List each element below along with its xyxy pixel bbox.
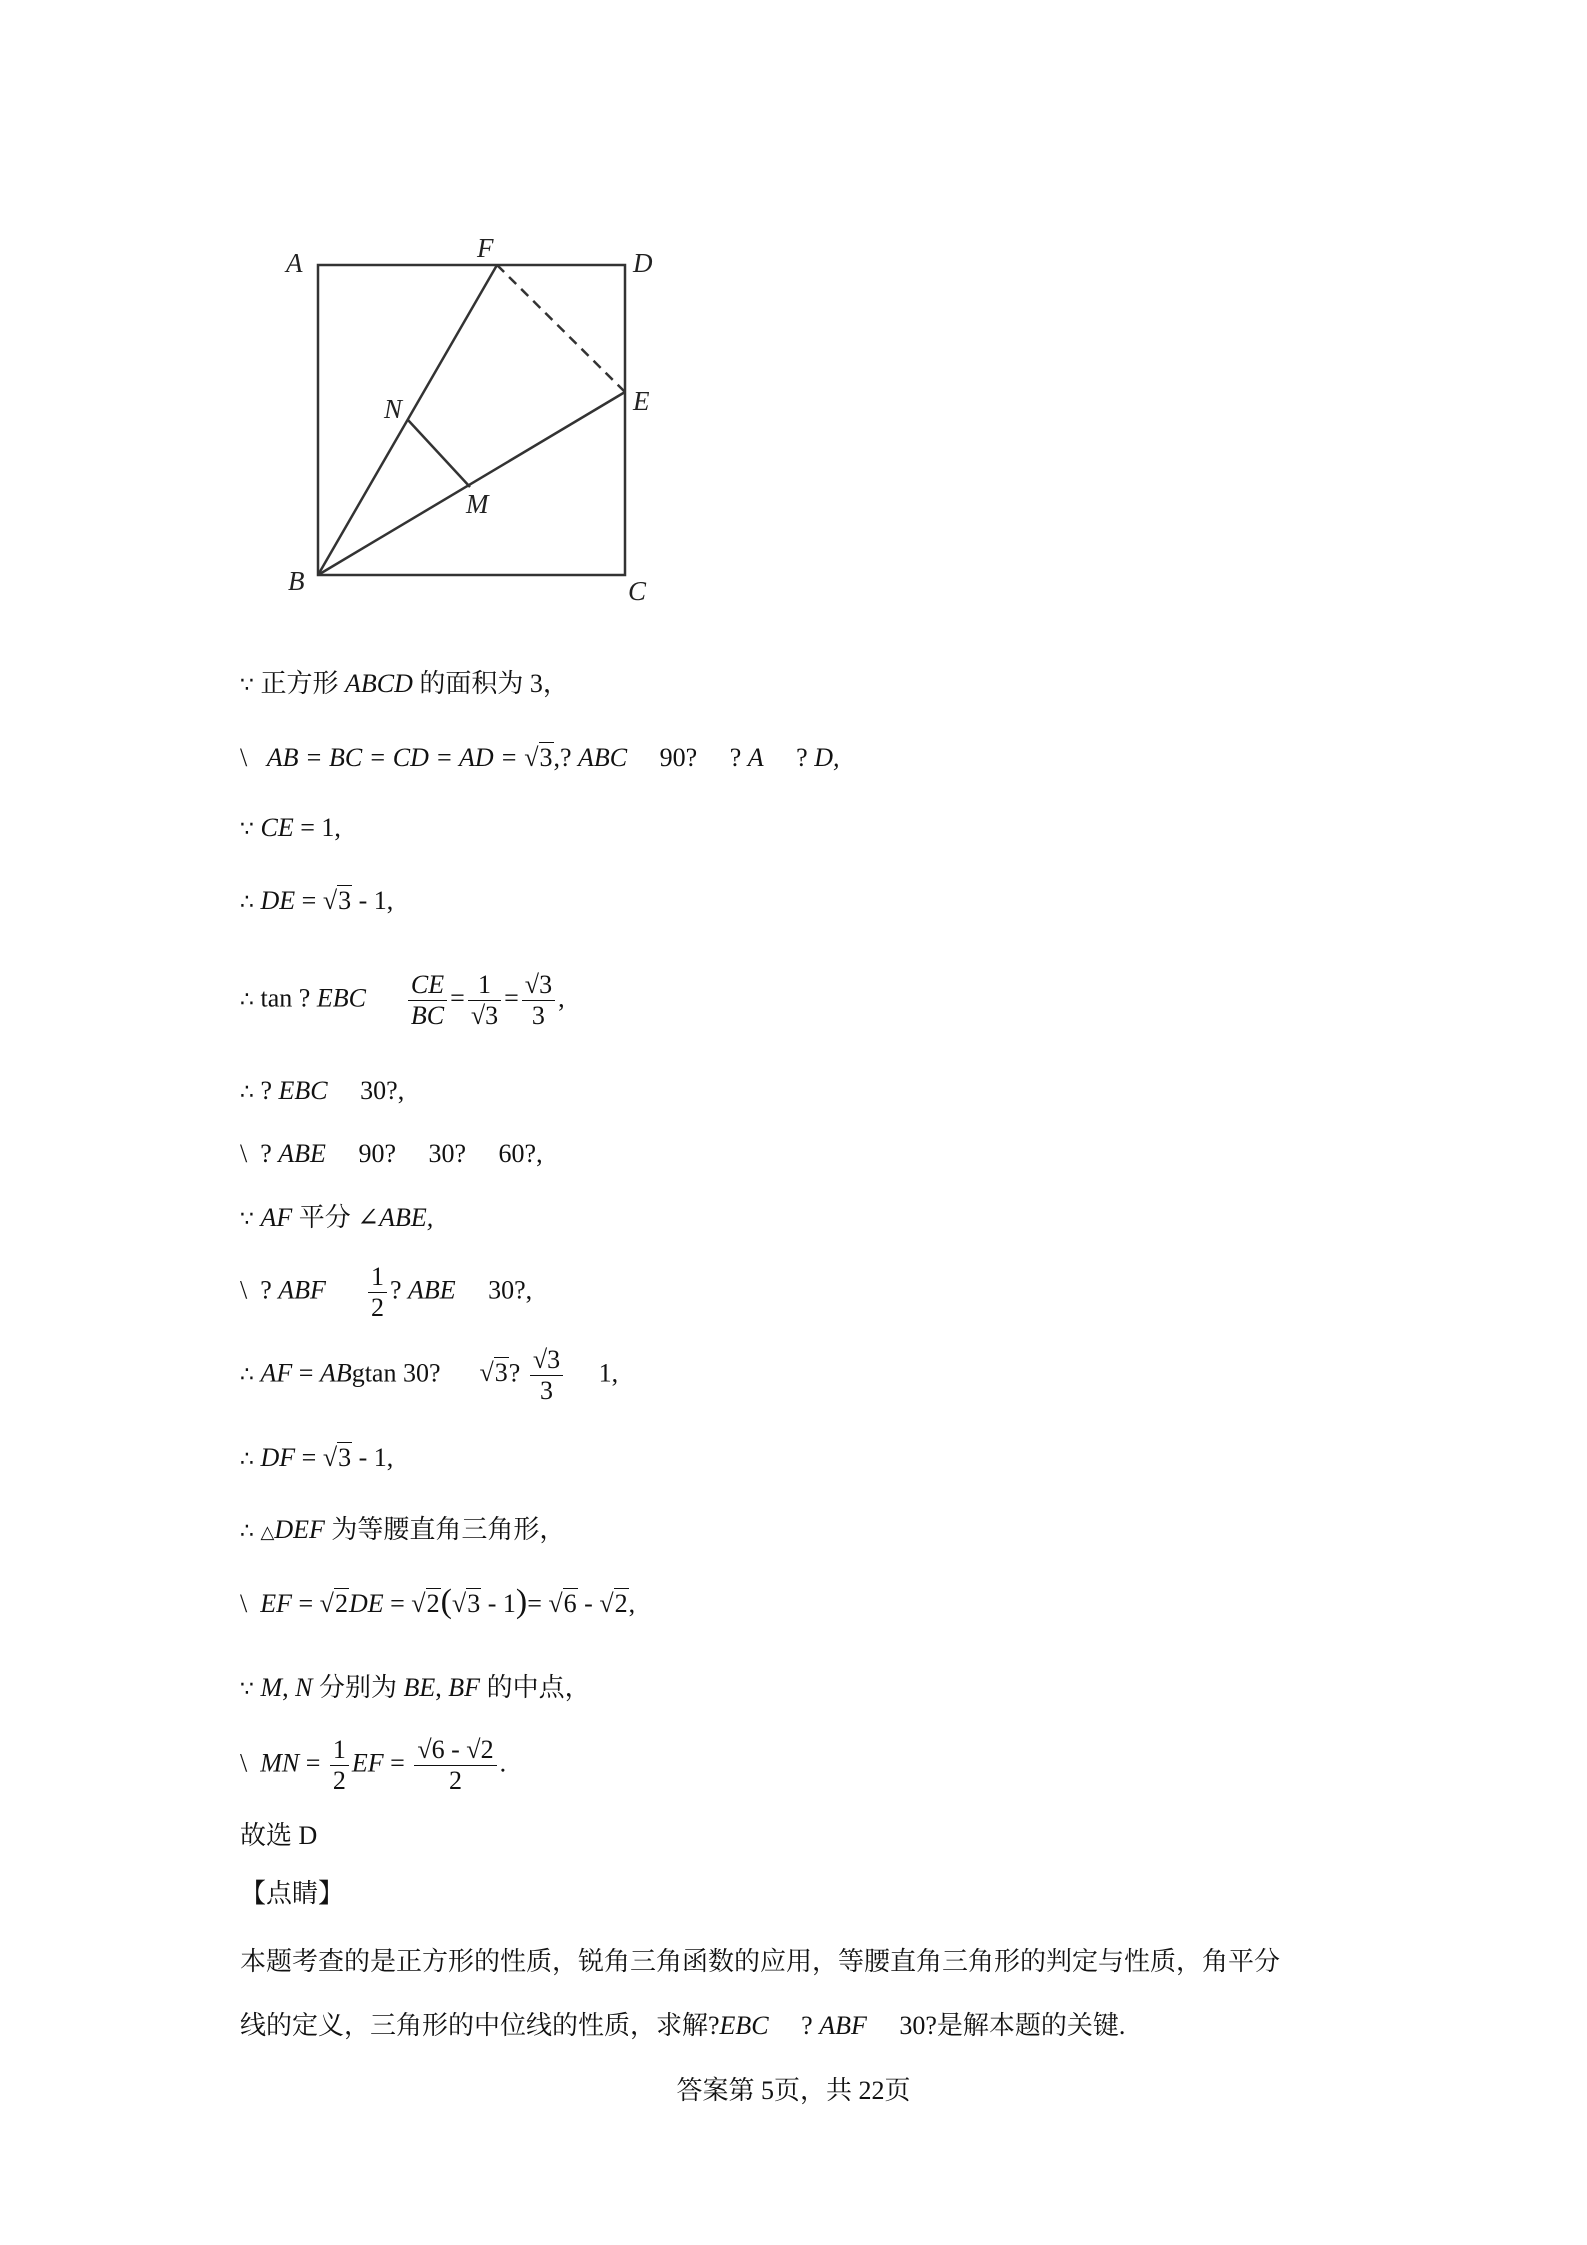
radicand: 3 xyxy=(467,1589,481,1618)
text: = xyxy=(527,1589,542,1618)
fraction xyxy=(530,1345,563,1406)
therefore-symbol: \ xyxy=(240,1748,248,1778)
label-f: F xyxy=(477,233,494,263)
text: ? xyxy=(260,1275,272,1305)
var: N xyxy=(295,1673,313,1702)
fraction xyxy=(368,1262,387,1323)
sqrt: √2 xyxy=(411,1589,440,1618)
step-6 xyxy=(240,1075,404,1109)
step-3 xyxy=(240,812,341,846)
var: DEF xyxy=(274,1515,325,1544)
step-2 xyxy=(240,742,839,774)
label-e: E xyxy=(633,386,650,416)
var: AF xyxy=(260,1358,293,1388)
var: EF xyxy=(260,1589,292,1618)
text: 线的定义，三角形的中位线的性质，求解? xyxy=(240,2011,720,2040)
step-14 xyxy=(240,1672,591,1706)
therefore-symbol: \ xyxy=(240,743,248,772)
text: 90? xyxy=(358,1139,396,1168)
text: = xyxy=(390,1748,405,1778)
sqrt: √2 xyxy=(319,1589,348,1618)
text: = xyxy=(450,983,465,1013)
radicand: 3 xyxy=(338,1443,352,1472)
therefore-symbol: ∴ xyxy=(240,1447,254,1472)
text: ? xyxy=(260,1139,272,1168)
text: ? xyxy=(508,1358,521,1388)
label-d: D xyxy=(633,248,653,278)
text: 30?, xyxy=(360,1076,405,1105)
var: AB xyxy=(319,1358,352,1388)
var: MN xyxy=(260,1748,300,1778)
sqrt: √3 xyxy=(451,1589,481,1618)
sqrt: √3 xyxy=(479,1358,508,1388)
text: ? xyxy=(260,1076,273,1105)
segment-mn xyxy=(408,420,470,487)
denominator: 2 xyxy=(332,1766,346,1795)
therefore-symbol: ∴ xyxy=(240,890,254,915)
text: = xyxy=(305,1748,321,1778)
text: = xyxy=(301,1443,317,1472)
label-m: M xyxy=(466,489,489,519)
radicand: 3 xyxy=(494,1358,508,1388)
therefore-symbol: \ xyxy=(240,1589,248,1618)
text: 平分 xyxy=(298,1203,351,1232)
sqrt: √3 xyxy=(322,1443,352,1472)
step-8 xyxy=(240,1202,433,1236)
therefore-symbol: \ xyxy=(240,1139,248,1168)
var: ABE xyxy=(278,1139,326,1168)
label-a: A xyxy=(286,248,303,278)
triangle-symbol: △ xyxy=(260,1522,275,1542)
denominator: 3 xyxy=(531,1001,545,1030)
text: 为等腰直角三角形， xyxy=(331,1515,566,1544)
text: , xyxy=(435,1673,449,1702)
label-n: N xyxy=(384,394,403,424)
denominator: 2 xyxy=(370,1293,384,1322)
denominator: √3 xyxy=(470,1001,499,1030)
text: - 1 xyxy=(487,1589,516,1618)
var: EBC xyxy=(278,1076,328,1105)
step-5 xyxy=(240,970,565,1031)
therefore-symbol: ∴ xyxy=(240,987,254,1013)
therefore-symbol: ∴ xyxy=(240,1080,254,1105)
step-11 xyxy=(240,1442,393,1476)
text: 30?, xyxy=(488,1275,533,1305)
sqrt: √6 xyxy=(548,1589,577,1618)
text: ? xyxy=(389,1275,402,1305)
text: , xyxy=(282,1673,296,1702)
step-15 xyxy=(240,1735,506,1796)
text: - xyxy=(451,1735,460,1764)
text: 的中点， xyxy=(486,1673,591,1702)
segment-bf xyxy=(318,265,497,575)
fraction xyxy=(414,1735,496,1796)
var: DE xyxy=(348,1589,384,1618)
segment-be xyxy=(318,392,625,575)
numerator: √6 - √2 xyxy=(414,1735,496,1766)
comment-line-1: 本题考查的是正方形的性质，锐角三角函数的应用，等腰直角三角形的判定与性质，角平分 xyxy=(240,1947,1281,1976)
text: 90? xyxy=(659,743,698,772)
label-c: C xyxy=(628,576,647,606)
radicand: 6 xyxy=(563,1589,577,1618)
var: D, xyxy=(814,743,840,772)
text: = 1, xyxy=(300,813,341,842)
text: tan ? xyxy=(260,983,311,1013)
text: ,? xyxy=(553,743,572,772)
step-1 xyxy=(240,668,569,702)
var: CE xyxy=(260,813,294,842)
var: EBC xyxy=(719,2011,769,2040)
var: ABF xyxy=(278,1275,326,1305)
text: = xyxy=(390,1589,405,1618)
var: DF xyxy=(260,1443,296,1472)
text: . xyxy=(499,1748,507,1778)
text: ? xyxy=(801,2011,813,2040)
numerator: 1 xyxy=(330,1735,349,1766)
sqrt: √3 xyxy=(524,743,553,772)
var: EF xyxy=(351,1748,384,1778)
text: , xyxy=(628,1589,636,1618)
label-b: B xyxy=(288,566,305,596)
because-symbol: ∵ xyxy=(240,673,254,698)
text: , xyxy=(558,983,565,1013)
denominator: BC xyxy=(410,1001,445,1030)
text: - xyxy=(584,1589,593,1618)
equation: AB = BC = CD = AD = xyxy=(266,743,518,772)
text: ? xyxy=(729,743,742,772)
text: 1, xyxy=(598,1358,619,1388)
comment-title: 【点睛】 xyxy=(240,1879,345,1908)
numerator: CE xyxy=(408,970,447,1001)
text: - 1, xyxy=(358,886,394,915)
segment-fe-dashed xyxy=(497,265,625,392)
radicand: 2 xyxy=(614,1589,628,1618)
fraction xyxy=(522,970,555,1031)
text: = xyxy=(301,886,317,915)
var: M xyxy=(260,1673,283,1702)
var: EBC xyxy=(316,983,366,1013)
text: 的面积为 3， xyxy=(419,669,569,698)
step-7 xyxy=(240,1138,543,1170)
radicand: 3 xyxy=(547,1345,561,1374)
var: A xyxy=(747,743,764,772)
step-4 xyxy=(240,885,393,919)
text: - 1, xyxy=(358,1443,394,1472)
var: ∠ABE, xyxy=(357,1203,434,1232)
page-footer: 答案第 5页，共 22页 xyxy=(676,2076,911,2105)
sqrt: √3 xyxy=(322,886,352,915)
numerator: √3 xyxy=(522,970,555,1001)
geometry-figure xyxy=(270,225,690,625)
var: DE xyxy=(260,886,296,915)
var: BF xyxy=(448,1673,481,1702)
because-symbol: ∵ xyxy=(240,1207,254,1232)
radicand: 6 xyxy=(431,1735,445,1764)
var: AF xyxy=(260,1203,293,1232)
fraction xyxy=(408,970,447,1031)
fraction xyxy=(468,970,501,1031)
text: 正方形 xyxy=(260,669,339,698)
text: 分别为 xyxy=(319,1673,398,1702)
text: 60?, xyxy=(498,1139,543,1168)
sqrt: √2 xyxy=(599,1589,628,1618)
radicand: 2 xyxy=(480,1735,494,1764)
numerator: 1 xyxy=(368,1262,387,1293)
var: ABF xyxy=(819,2011,867,2040)
radicand: 3 xyxy=(539,970,553,999)
because-symbol: ∵ xyxy=(240,817,254,842)
denominator: 2 xyxy=(448,1766,462,1795)
because-symbol: ∵ xyxy=(240,1677,254,1702)
fraction xyxy=(330,1735,349,1796)
step-9 xyxy=(240,1262,532,1323)
step-13: \ EF = √2DE = √2(√3 - 1)= √6 - √2, xyxy=(240,1583,636,1620)
radicand: 2 xyxy=(426,1589,440,1618)
radicand: 3 xyxy=(338,886,352,915)
text: ? xyxy=(796,743,808,772)
var: ABC xyxy=(578,743,628,772)
denominator: 3 xyxy=(539,1376,553,1405)
therefore-symbol: \ xyxy=(240,1275,248,1305)
text: = xyxy=(504,983,519,1013)
therefore-symbol: ∴ xyxy=(240,1519,254,1544)
comment-line-2 xyxy=(240,2010,1360,2042)
text: 30?是解本题的关键. xyxy=(899,2011,1126,2040)
text: 30? xyxy=(428,1139,467,1168)
step-10 xyxy=(240,1345,618,1406)
var: ABCD xyxy=(345,669,413,698)
var: ABE xyxy=(407,1275,456,1305)
var: BE xyxy=(403,1673,436,1702)
answer-line: 故选 D xyxy=(240,1821,318,1850)
radicand: 2 xyxy=(334,1589,348,1618)
therefore-symbol: ∴ xyxy=(240,1362,254,1388)
text: = xyxy=(298,1358,314,1388)
numerator: √3 xyxy=(530,1345,563,1376)
step-12 xyxy=(240,1514,565,1548)
numerator: 1 xyxy=(468,970,501,1001)
radicand: 3 xyxy=(485,1001,499,1030)
radicand: 3 xyxy=(539,743,553,772)
text: gtan 30? xyxy=(351,1358,441,1388)
text: = xyxy=(298,1589,314,1618)
